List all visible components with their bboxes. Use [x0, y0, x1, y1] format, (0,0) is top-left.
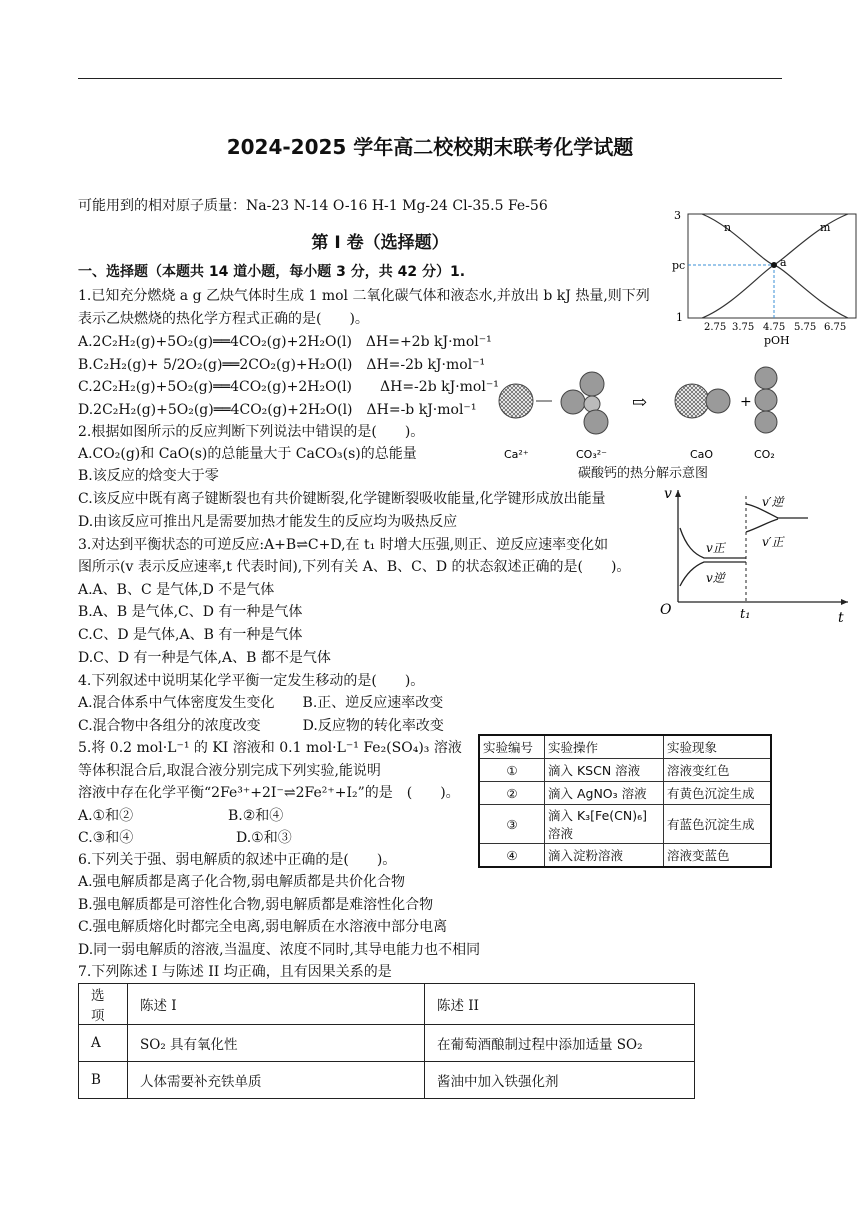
table-header-cell: 实验现象	[664, 735, 772, 759]
table-row	[479, 844, 771, 868]
q3-stem-line2: 图所示(v 表示反应速率,t 代表时间),下列有关 A、B、C、D 的状态叙述正确的是( )。	[78, 559, 631, 575]
label-co2: CO₂	[754, 448, 775, 461]
q4-stem: 4.下列叙述中说明某化学平衡一定发生移动的是( )。	[78, 673, 425, 689]
reaction-arrow-icon: ⇨	[632, 392, 648, 413]
q6-option-d: D.同一弱电解质的溶液,当温度、浓度不同时,其导电能力也不相同	[78, 942, 481, 958]
q5-stem-line1: 5.将 0.2 mol·L⁻¹ 的 KI 溶液和 0.1 mol·L⁻¹ Fe₂(SO₄)₃ 溶液	[78, 740, 462, 756]
table-row	[479, 805, 771, 844]
table-cell: 有黄色沉淀生成	[664, 782, 772, 805]
table-cell: 在葡萄酒酿制过程中添加适量 SO₂	[425, 1025, 695, 1062]
table-cell: SO₂ 具有氧化性	[128, 1025, 425, 1062]
q5-experiment-table	[478, 734, 772, 868]
q5-option-d: D.①和③	[236, 830, 292, 846]
table-row	[79, 1025, 695, 1062]
v-reverse-label: v逆	[706, 571, 725, 585]
table-cell: 酱油中加入铁强化剂	[425, 1062, 695, 1099]
o-atom-icon	[584, 410, 608, 434]
v-reverse-2-label: v′逆	[762, 495, 784, 509]
table-cell: 滴入 KSCN 溶液	[545, 759, 664, 782]
c-atom-icon	[755, 389, 777, 411]
atomic-masses: 可能用到的相对原子质量：Na-23 N-14 O-16 H-1 Mg-24 Cl-35.5 Fe-56	[78, 198, 548, 214]
q2-option-a: A.CO₂(g)和 CaO(s)的总能量大于 CaCO₃(s)的总能量	[78, 446, 417, 462]
q1-option-a: A.2C₂H₂(g)+5O₂(g)══4CO₂(g)+2H₂O(l) ΔH=+2b kJ·mol⁻¹	[78, 334, 492, 350]
o-atom-icon	[561, 390, 585, 414]
q3-option-b: B.A、B 是气体,C、D 有一种是气体	[78, 604, 303, 620]
table-cell: A	[79, 1025, 128, 1062]
table-cell: B	[79, 1062, 128, 1099]
o-atom-icon	[580, 372, 604, 396]
y-label-top: 3	[674, 209, 681, 222]
x-axis-label: pOH	[764, 334, 790, 347]
q2-stem: 2.根据如图所示的反应判断下列说法中错误的是( )。	[78, 424, 425, 440]
q6-option-a: A.强电解质都是离子化合物,弱电解质都是共价化合物	[78, 874, 406, 890]
table-header-row	[479, 735, 771, 759]
o-atom-icon	[706, 389, 730, 413]
q1-stem-line1: 1.已知充分燃烧 a g 乙炔气体时生成 1 mol 二氧化碳气体和液态水,并放出 b kJ 热量,则下列	[78, 288, 650, 304]
caco3-caption: 碳酸钙的热分解示意图	[578, 466, 709, 481]
table-header-cell: 实验编号	[479, 735, 545, 759]
table-header-cell: 选项	[79, 984, 128, 1025]
q5-stem-line2: 等体积混合后,取混合液分别完成下列实验,能说明	[78, 763, 381, 779]
x-tick: 3.75	[732, 322, 755, 333]
x-arrow-icon	[841, 599, 848, 605]
point-a	[771, 262, 777, 268]
label-ca: Ca²⁺	[504, 448, 529, 461]
q1-option-d: D.2C₂H₂(g)+5O₂(g)══4CO₂(g)+2H₂O(l) ΔH=-b kJ·mol⁻¹	[78, 402, 477, 418]
q3-option-d: D.C、D 有一种是气体,A、B 都不是气体	[78, 650, 331, 666]
q1-option-c: C.2C₂H₂(g)+5O₂(g)══4CO₂(g)+2H₂O(l) ΔH=-2b kJ·mol⁻¹	[78, 379, 499, 395]
q5-option-a: A.①和②	[78, 808, 134, 824]
q5-stem-line3: 溶液中存在化学平衡“2Fe³⁺+2I⁻⇌2Fe²⁺+I₂”的是 ( )。	[78, 785, 460, 801]
label-co3: CO₃²⁻	[576, 448, 607, 461]
table-cell: ②	[479, 782, 545, 805]
table-header-cell: 陈述 I	[128, 984, 425, 1025]
table-header-row	[79, 984, 695, 1025]
rate-figure	[658, 484, 854, 628]
q3-option-c: C.C、D 是气体,A、B 有一种是气体	[78, 627, 303, 643]
y-label-pc: pc	[672, 259, 686, 272]
q7-stem: 7.下列陈述 I 与陈述 II 均正确，且有因果关系的是	[78, 964, 392, 980]
q4-options-cd: C.混合物中各组分的浓度改变 D.反应物的转化率改变	[78, 718, 444, 734]
q6-stem: 6.下列关于强、弱电解质的叙述中正确的是( )。	[78, 852, 397, 868]
y-arrow-icon	[675, 490, 681, 497]
table-cell: 滴入 AgNO₃ 溶液	[545, 782, 664, 805]
q3-stem-line1: 3.对达到平衡状态的可逆反应:A+B⇌C+D,在 t₁ 时增大压强,则正、逆反应速率变化如	[78, 537, 609, 553]
label-cao: CaO	[690, 448, 714, 461]
table-cell: ③	[479, 805, 545, 844]
table-row	[79, 1062, 695, 1099]
x-tick: 4.75	[763, 322, 786, 333]
table-cell: 溶液变红色	[664, 759, 772, 782]
origin-label: O	[660, 602, 672, 618]
page-title: 2024-2025 学年高二校校期末联考化学试题	[226, 135, 634, 159]
poh-figure	[672, 206, 860, 352]
table-row	[479, 759, 771, 782]
q1-stem-line2: 表示乙炔燃烧的热化学方程式正确的是( )。	[78, 311, 369, 327]
plus-icon: +	[740, 394, 752, 410]
v-forward-2-label: v′正	[762, 535, 784, 549]
y-label-bottom: 1	[676, 311, 683, 324]
table-cell: 滴入淀粉溶液	[545, 844, 664, 868]
table-cell: 溶液变蓝色	[664, 844, 772, 868]
table-row	[479, 782, 771, 805]
t1-label: t₁	[740, 607, 751, 622]
x-tick: 5.75	[794, 322, 817, 333]
table-header-cell: 实验操作	[545, 735, 664, 759]
section-title: 第 I 卷（选择题）	[311, 233, 449, 253]
c-atom-icon	[584, 396, 600, 412]
o-atom-icon	[755, 411, 777, 433]
label-n: n	[724, 221, 732, 234]
table-header-cell: 陈述 II	[425, 984, 695, 1025]
q6-option-b: B.强电解质都是可溶性化合物,弱电解质都是难溶性化合物	[78, 897, 434, 913]
table-cell: ①	[479, 759, 545, 782]
q1-option-b: B.C₂H₂(g)+ 5/2O₂(g)══2CO₂(g)+H₂O(l) ΔH=-2b kJ·mol⁻¹	[78, 357, 486, 373]
q2-option-d: D.由该反应可推出凡是需要加热才能发生的反应均为吸热反应	[78, 514, 458, 530]
label-a: a	[780, 256, 787, 269]
q5-option-c: C.③和④	[78, 830, 134, 846]
q6-option-c: C.强电解质熔化时都完全电离,弱电解质在水溶液中部分电离	[78, 919, 448, 935]
q4-options-ab: A.混合体系中气体密度发生变化 B.正、逆反应速率改变	[78, 695, 444, 711]
forward-rate-line-2	[746, 519, 778, 532]
v-forward-label: v正	[706, 541, 725, 555]
table-cell: 有蓝色沉淀生成	[664, 805, 772, 844]
q3-option-a: A.A、B、C 是气体,D 不是气体	[78, 582, 275, 598]
table-cell: ④	[479, 844, 545, 868]
q7-table	[78, 983, 695, 1099]
y-axis-label: v	[664, 486, 672, 502]
q2-option-c: C.该反应中既有离子键断裂也有共价键断裂,化学键断裂吸收能量,化学键形成放出能量	[78, 491, 606, 507]
x-tick: 2.75	[704, 322, 727, 333]
q2-option-b: B.该反应的焓变大于零	[78, 468, 219, 484]
header-rule	[78, 78, 782, 79]
o-atom-icon	[755, 367, 777, 389]
x-axis-label: t	[838, 610, 844, 626]
x-tick: 6.75	[824, 322, 847, 333]
ca-atom-icon	[675, 384, 709, 418]
part-header: 一、选择题（本题共 14 道小题，每小题 3 分，共 42 分）1.	[78, 264, 466, 280]
ca-ion-icon	[499, 384, 533, 418]
q5-option-b: B.②和④	[228, 808, 284, 824]
table-cell: 人体需要补充铁单质	[128, 1062, 425, 1099]
table-cell: 滴入 K₃[Fe(CN)₆] 溶液	[545, 805, 664, 844]
label-m: m	[820, 221, 831, 234]
